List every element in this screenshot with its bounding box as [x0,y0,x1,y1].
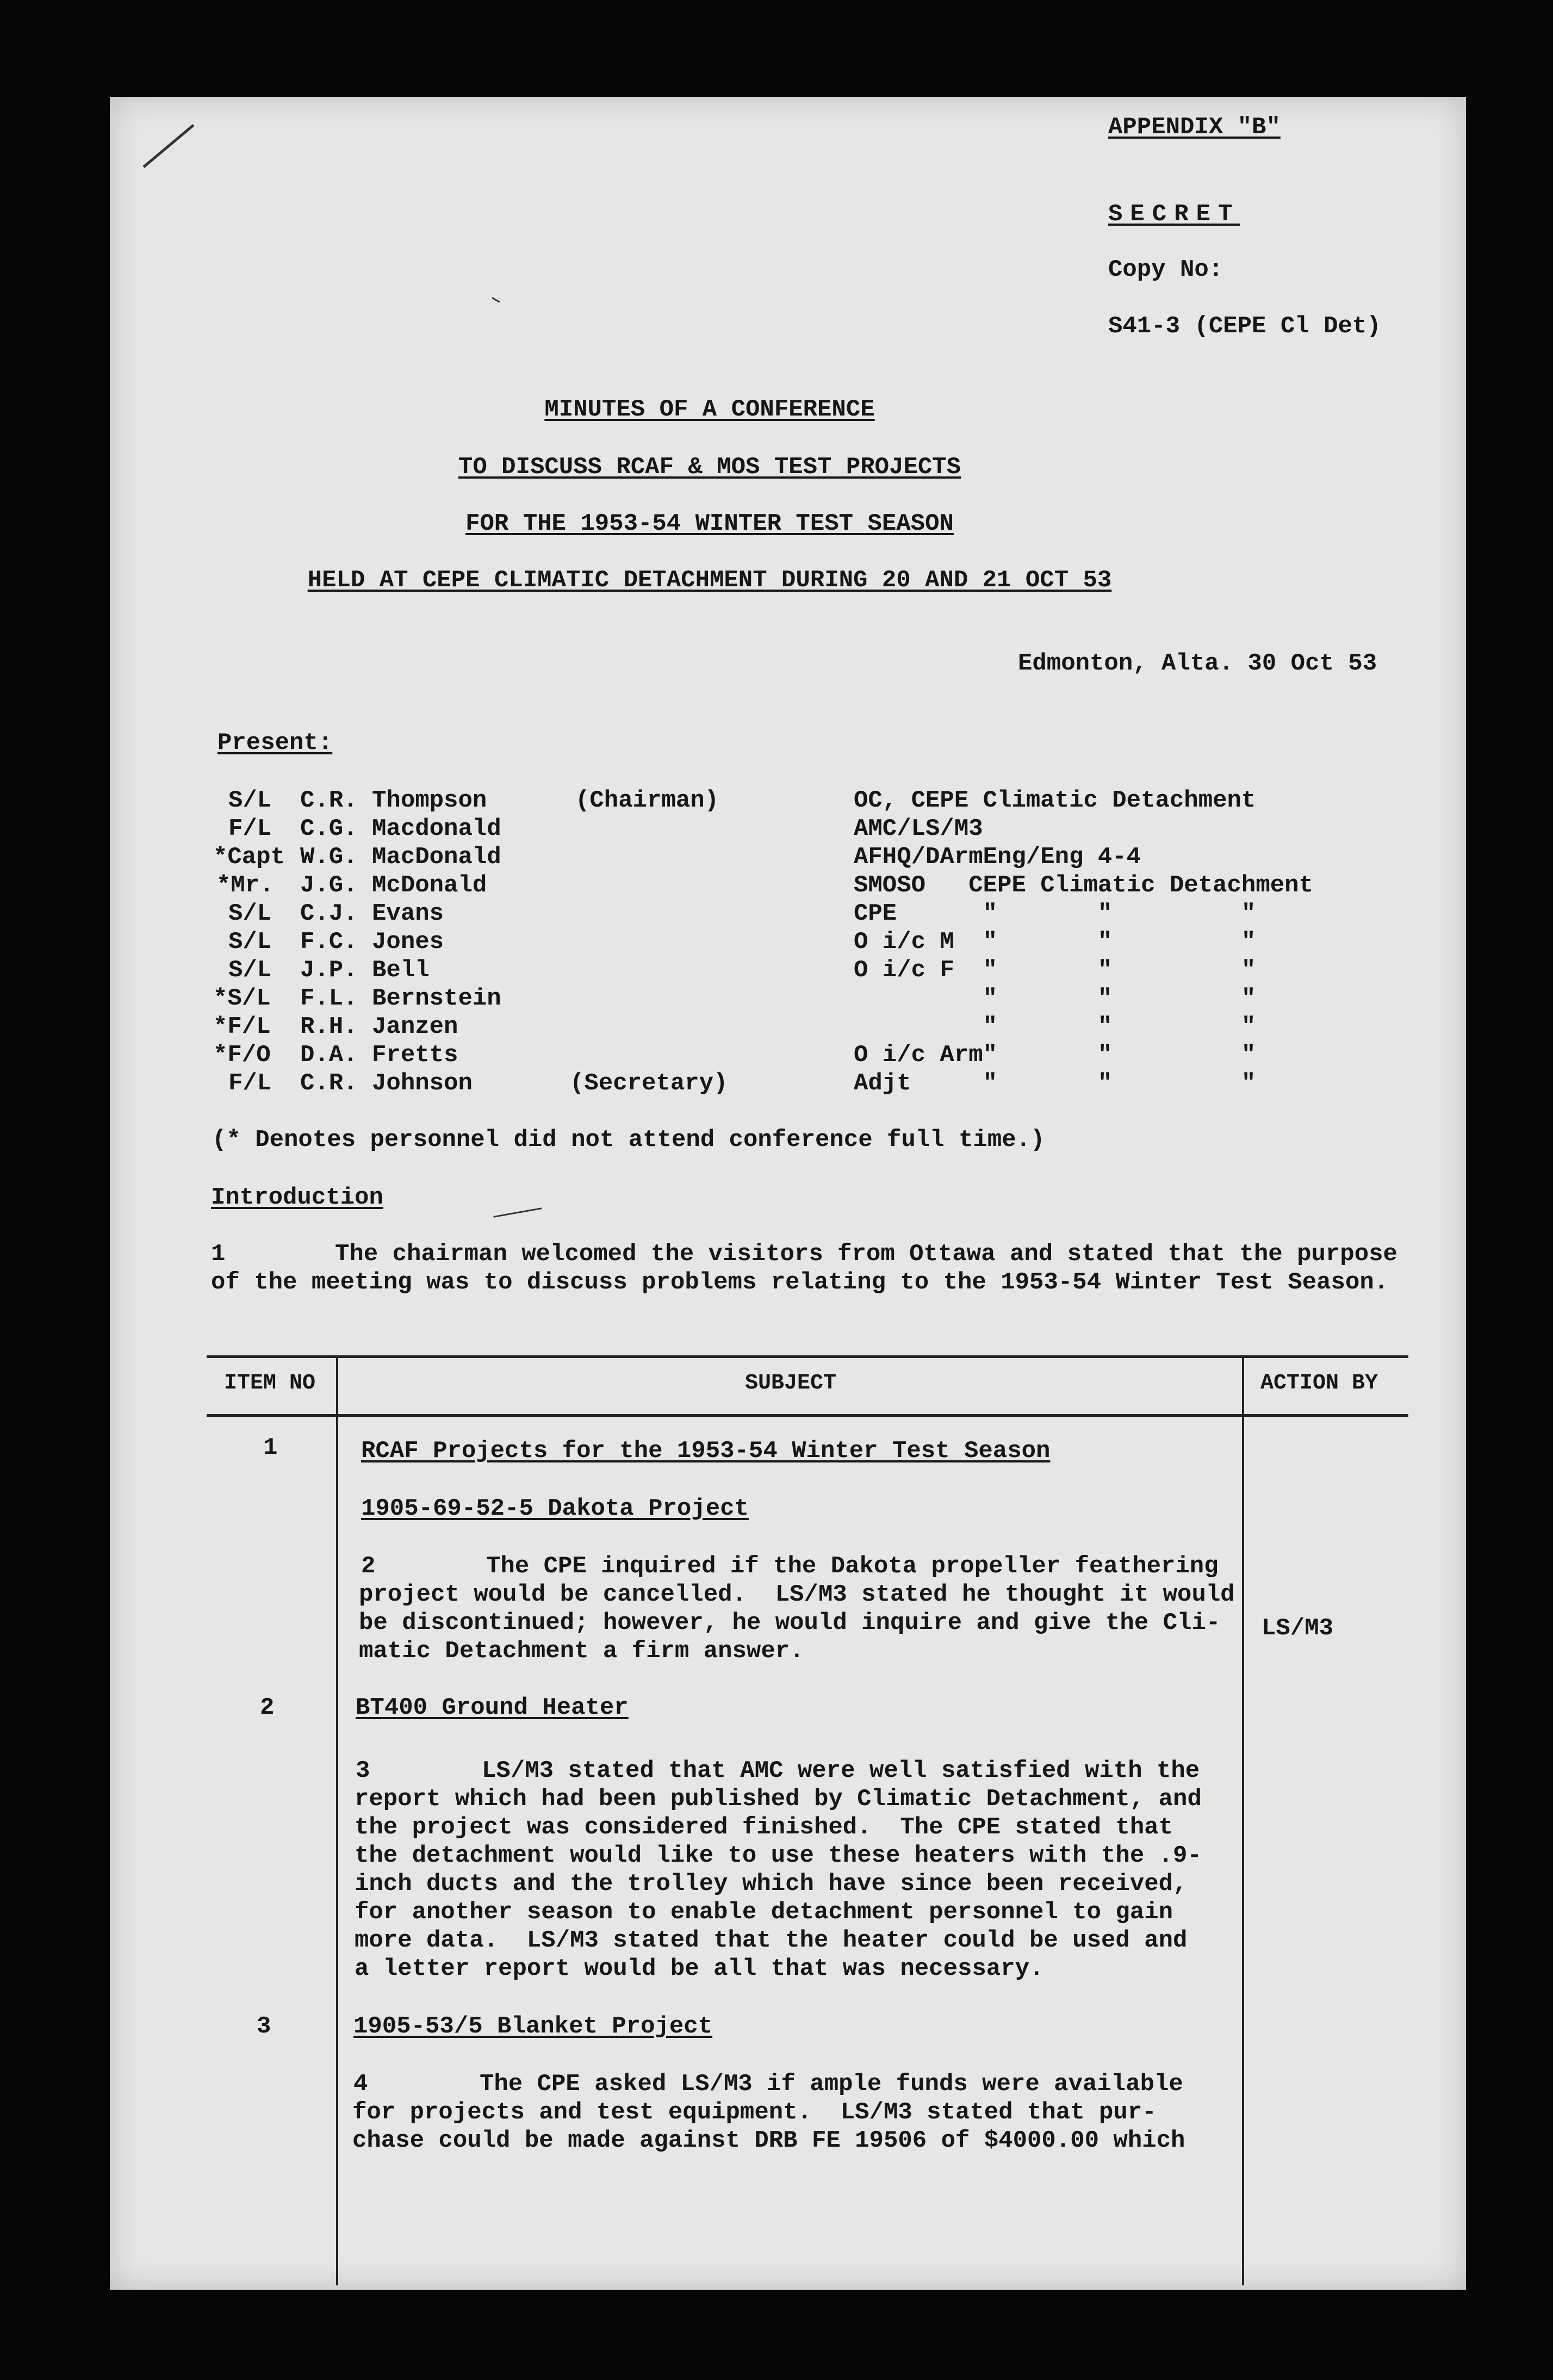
attendee-appointment: CPE " " " [854,900,1256,927]
table-item-text-line: the detachment would like to use these heaters with the .9- [355,1842,1202,1869]
table-item-text-line: more data. LS/M3 stated that the heater could be used and [355,1927,1188,1954]
attendee-appointment: Adjt " " " [854,1070,1256,1097]
table-item-text-line: LS/M3 stated that AMC were well satisfied with the [482,1757,1200,1784]
table-header-rule [207,1414,1408,1417]
attendee-rank: F/L [228,1070,272,1097]
table-item-text-line: The CPE inquired if the Dakota propeller feathering [486,1553,1219,1580]
introduction-para-number: 1 [211,1241,226,1268]
table-item-text-line: report which had been published by Climatic Detachment, and [355,1786,1202,1813]
appendix-label: APPENDIX "B" [1108,114,1281,141]
attendee-name: W.G. MacDonald [300,844,501,871]
attendee-name: R.H. Janzen [300,1013,458,1040]
copy-number-label: Copy No: [1108,256,1223,283]
table-item-para-number: 2 [361,1553,376,1580]
table-item-text-line: matic Detachment a firm answer. [359,1638,804,1665]
attendee-role: (Chairman) [575,787,719,814]
attendee-appointment: " " " [854,985,1256,1012]
table-item-number: 1 [263,1434,278,1461]
attendee-name: J.P. Bell [300,957,430,984]
attendee-rank: *F/L [213,1013,271,1040]
attendee-rank: *Capt [213,844,285,871]
table-item-subheading: 1905-69-52-5 Dakota Project [361,1495,749,1522]
attendee-rank: S/L [228,928,272,956]
table-item-para-number: 4 [353,2071,368,2098]
introduction-heading: Introduction [211,1184,383,1211]
table-column-divider [1242,1355,1244,2285]
title-line-1: MINUTES OF A CONFERENCE [544,396,875,423]
attendee-rank: *Mr. [216,872,274,899]
table-item-text-line: The CPE asked LS/M3 if ample funds were available [480,2071,1183,2098]
table-item-text-line: inch ducts and the trolley which have since been received, [355,1870,1188,1898]
pen-mark [493,1207,542,1218]
table-item-text-line: project would be cancelled. LS/M3 stated he thought it would [359,1581,1235,1608]
introduction-text-line: of the meeting was to discuss problems relating to the 1953-54 Winter Test Season. [211,1269,1389,1296]
attendee-name: D.A. Fretts [300,1042,458,1069]
table-item-number: 3 [257,2013,271,2040]
attendee-rank: *S/L [213,985,271,1012]
classification-label: SECRET [1108,201,1240,228]
title-line-3: FOR THE 1953-54 WINTER TEST SEASON [465,510,954,537]
attendee-appointment: O i/c Arm" " " [854,1042,1256,1069]
table-item-number: 2 [260,1694,275,1721]
attendee-rank: S/L [228,787,272,814]
table-header-item-no: ITEM NO [224,1371,316,1396]
document-page [110,97,1466,2290]
title-line-4: HELD AT CEPE CLIMATIC DETACHMENT DURING 20 AND 21 OCT 53 [307,567,1112,594]
table-top-rule [207,1355,1408,1358]
table-item-text-line: the project was considered finished. The CPE stated that [355,1814,1173,1841]
table-item-text-line: chase could be made against DRB FE 19506 of $4000.00 which [352,2127,1185,2154]
table-item-text-line: a letter report would be all that was necessary. [355,1955,1044,1982]
table-item-para-number: 3 [356,1757,370,1784]
attendee-name: C.J. Evans [300,900,444,927]
pen-mark [492,297,500,303]
attendee-appointment: SMOSO CEPE Climatic Detachment [854,872,1313,899]
table-item-action-by: LS/M3 [1262,1615,1334,1642]
table-item-text-line: be discontinued; however, he would inquire and give the Cli- [359,1609,1221,1637]
attendee-appointment: " " " [854,1013,1256,1040]
attendee-name: C.G. Macdonald [300,815,501,842]
attendee-role: (Secretary) [570,1070,728,1097]
attendee-rank: S/L [228,957,272,984]
attendee-name: J.G. McDonald [300,872,487,899]
table-column-divider [336,1355,338,2285]
attendance-note: (* Denotes personnel did not attend conference full time.) [212,1126,1045,1154]
attendee-appointment: O i/c F " " " [854,957,1256,984]
table-item-text-line: for projects and test equipment. LS/M3 stated that pur- [352,2099,1157,2126]
attendee-name: C.R. Thompson [300,787,487,814]
table-item-heading: BT400 Ground Heater [356,1694,629,1721]
pen-mark [142,124,194,168]
table-item-text-line: for another season to enable detachment personnel to gain [355,1899,1173,1926]
title-line-2: TO DISCUSS RCAF & MOS TEST PROJECTS [458,454,961,481]
file-reference: S41-3 (CEPE Cl Det) [1108,313,1381,340]
attendee-appointment: AMC/LS/M3 [854,815,983,842]
attendee-rank: F/L [228,815,272,842]
attendee-appointment: OC, CEPE Climatic Detachment [854,787,1256,814]
attendee-name: F.L. Bernstein [300,985,501,1012]
attendee-appointment: O i/c M " " " [854,928,1256,956]
attendee-name: F.C. Jones [300,928,444,956]
attendee-rank: S/L [228,900,272,927]
attendee-name: C.R. Johnson [300,1070,473,1097]
introduction-text-line: The chairman welcomed the visitors from Ottawa and stated that the purpose [335,1241,1397,1268]
table-header-action-by: ACTION BY [1260,1371,1378,1396]
attendee-appointment: AFHQ/DArmEng/Eng 4-4 [854,844,1141,871]
place-and-date: Edmonton, Alta. 30 Oct 53 [1018,650,1377,677]
attendee-rank: *F/O [213,1042,271,1069]
table-item-heading: 1905-53/5 Blanket Project [353,2013,713,2040]
present-heading: Present: [218,729,333,757]
table-header-subject: SUBJECT [745,1371,837,1396]
table-item-heading: RCAF Projects for the 1953-54 Winter Test Season [361,1437,1051,1465]
